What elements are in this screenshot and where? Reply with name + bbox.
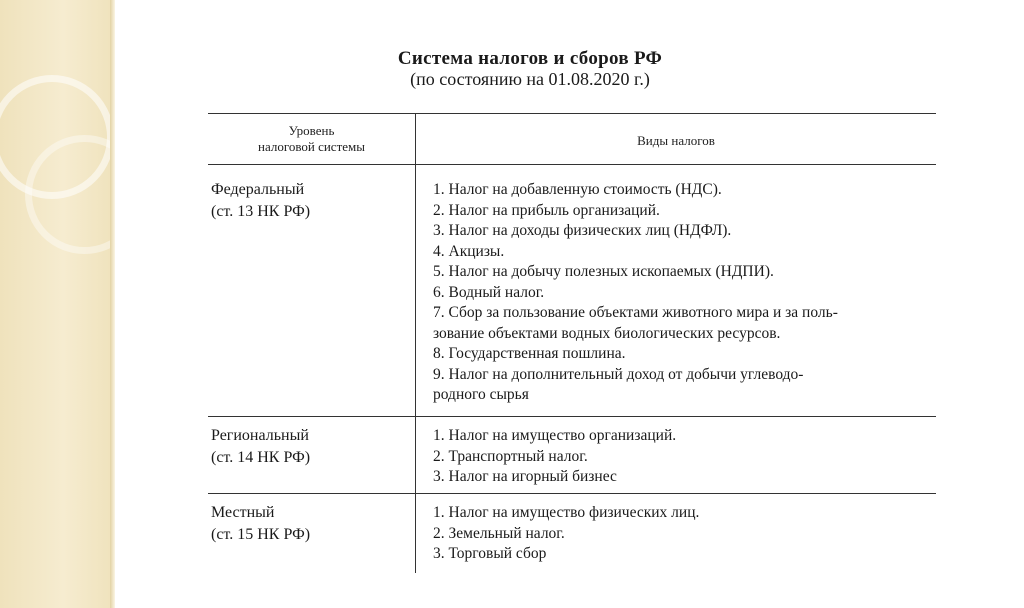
level-name: Местный	[211, 504, 275, 521]
side-panel-edge	[110, 0, 115, 608]
list-item: 5. Налог на добычу полезных ископаемых (НДПИ).	[433, 263, 774, 280]
level-article: (ст. 15 НК РФ)	[211, 526, 311, 543]
tax-list-local	[433, 503, 933, 565]
row-divider	[208, 416, 936, 417]
header-divider	[208, 164, 936, 165]
list-item: 2. Транспортный налог.	[433, 447, 588, 465]
list-item: 6. Водный налог.	[433, 283, 545, 301]
column-divider	[415, 113, 416, 573]
list-item: 9. Налог на дополнительный доход от добычи углеводо-	[433, 365, 804, 383]
level-name: Федеральный	[211, 181, 305, 198]
list-item: зование объектами водных биологических ресурсов.	[433, 324, 781, 342]
list-item: 1. Налог на имущество физических лиц.	[433, 504, 700, 521]
level-name: Региональный	[211, 427, 309, 444]
list-item: 7. Сбор за пользование объектами животного мира и за поль-	[433, 304, 838, 321]
list-item: 8. Государственная пошлина.	[433, 345, 626, 362]
level-article: (ст. 13 НК РФ)	[211, 203, 311, 220]
header-kinds-cell: Виды налогов	[637, 133, 715, 148]
list-item: 2. Налог на прибыль организаций.	[433, 201, 660, 219]
list-item: 1. Налог на имущество организаций.	[433, 427, 677, 444]
list-item: 3. Торговый сбор	[433, 545, 547, 562]
list-item: 1. Налог на добавленную стоимость (НДС).	[433, 181, 722, 198]
tax-system-table	[208, 113, 936, 573]
row-divider	[208, 493, 936, 494]
header-level-cell	[208, 123, 415, 155]
list-item: 4. Акцизы.	[433, 242, 505, 260]
level-cell-federal	[211, 179, 411, 223]
list-item: 3. Налог на доходы физических лиц (НДФЛ).	[433, 222, 732, 239]
header-level-line: Уровень	[288, 123, 335, 138]
tax-list-federal	[433, 180, 933, 406]
level-cell-regional	[211, 425, 411, 469]
list-item: 2. Земельный налог.	[433, 524, 565, 542]
level-article: (ст. 14 НК РФ)	[211, 449, 311, 466]
page-title: Система налогов и сборов РФ	[397, 48, 663, 69]
page-subtitle: (по состоянию на 01.08.2020 г.)	[410, 69, 650, 89]
list-item: родного сырья	[433, 386, 529, 403]
table-border-top	[208, 113, 936, 114]
tax-list-regional	[433, 426, 933, 488]
header-level-line: налоговой системы	[257, 139, 365, 154]
decorative-side-panel	[0, 0, 115, 608]
level-cell-local	[211, 502, 411, 546]
list-item: 3. Налог на игорный бизнес	[433, 468, 617, 485]
